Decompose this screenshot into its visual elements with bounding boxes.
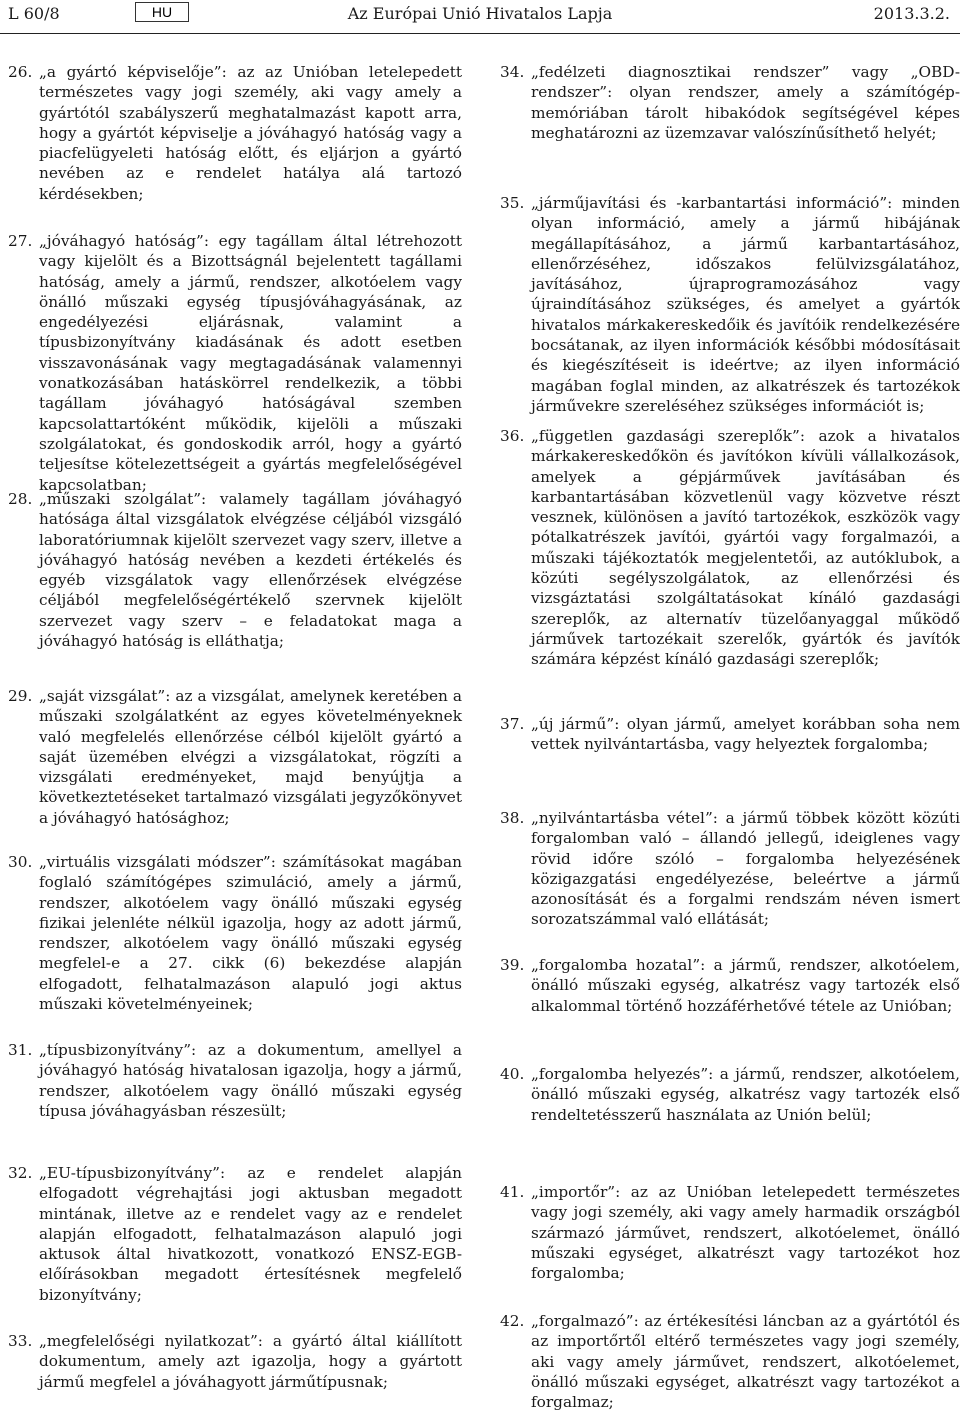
language-badge: HU xyxy=(135,2,189,22)
definition-text: „új jármű”: olyan jármű, amelyet korábban soha nem vettek nyilvántartásba, vagy helyeztek forgalomba; xyxy=(531,715,960,754)
definition-text: „forgalomba helyezés”: a jármű, rendszer, alkotóelem, önálló műszaki egység, alkatrész vagy tartozék első rendeltetésszerű használata az Unión belül; xyxy=(531,1065,960,1124)
definition-text: „műszaki szolgálat”: valamely tagállam jóváhagyó hatósága által vizsgálatok elvégzése céljából vizsgáló laboratóriumnak kijelölt szervezet vagy szerv, illetve a jóváhagyó hatóság nevében a kezdeti értékelés és egyéb vizsgálatok vagy ellenőrzések elvégzése céljából megfelelőségértékelő szervnek kijelölt szervezet vagy szerv – e feladatokat maga a jóváhagyó hatóság is elláthatja; xyxy=(39,490,462,651)
definition-28 xyxy=(8,489,462,651)
definition-number: 35. xyxy=(500,194,525,212)
definition-number: 29. xyxy=(8,687,33,705)
definition-39 xyxy=(500,955,960,1016)
definition-text: „fedélzeti diagnosztikai rendszer” vagy „OBD-rendszer”: olyan rendszer, amely a számítógép-memóriában tárolt hibakódok segítségével képes meghatározni az üzemzavar valószínűsíthető helyét; xyxy=(531,63,960,142)
publication-date: 2013.3.2. xyxy=(873,4,950,23)
definition-number: 39. xyxy=(500,956,525,974)
definition-text: „megfelelőségi nyilatkozat”: a gyártó által kiállított dokumentum, amely azt igazolja, hogy a gyártott jármű megfelel a jóváhagyott járműtípusnak; xyxy=(39,1332,462,1391)
definition-40 xyxy=(500,1064,960,1125)
definition-number: 34. xyxy=(500,63,525,81)
definition-text: „járműjavítási és -karbantartási információ”: minden olyan információ, amely a jármű hibájának megállapításához, a jármű karbantartásához, ellenőrzéséhez, időszakos felülvizsgálatához, javításához, újraprogramozásához vagy újraindításához szükséges, és amelyet a gyártók hivatalos márkakereskedőik és javítóik rendelkezésére bocsátanak, az ilyen információk későbbi módosításait és kiegészítéseit is ideértve; az ilyen információ magában foglal minden, az alkatrészek és tartozékok járművekre szereléséhez szükséges információt is; xyxy=(531,194,960,415)
definition-number: 36. xyxy=(500,427,525,445)
definition-text: „forgalmazó”: az értékesítési láncban az a gyártótól és az importőrtől eltérő természetes vagy jogi személy, aki vagy amely járművet, rendszert, alkotóelemet, önálló műszaki egységet, alkatrészt vagy tartozékot a forgalmaz; xyxy=(531,1312,960,1412)
definition-number: 31. xyxy=(8,1041,33,1059)
definition-text: „típusbizonyítvány”: az a dokumentum, amellyel a jóváhagyó hatóság hivatalosan igazolja, hogy a jármű, rendszer, alkotóelem vagy önálló műszaki egység típusa jóváhagyásban részesült; xyxy=(39,1041,462,1120)
definition-number: 32. xyxy=(8,1164,33,1182)
definition-number: 30. xyxy=(8,853,33,871)
definition-number: 26. xyxy=(8,63,33,81)
definition-number: 41. xyxy=(500,1183,525,1201)
definition-text: „nyilvántartásba vétel”: a jármű többek között közúti forgalomban való – állandó jellegű, ideiglenes vagy rövid időre szóló – forgalomba helyezésének közigazgatási engedélyezése, beleértve a jármű azonosítását és a forgalmi rendszám néven ismert sorozatszámmal való ellátását; xyxy=(531,809,960,929)
definition-30 xyxy=(8,852,462,1014)
definition-31 xyxy=(8,1040,462,1121)
definition-34 xyxy=(500,62,960,143)
header-rule xyxy=(0,33,960,34)
definition-number: 38. xyxy=(500,809,525,827)
journal-title: Az Európai Unió Hivatalos Lapja xyxy=(347,4,613,23)
definition-36 xyxy=(500,426,960,670)
definition-text: „saját vizsgálat”: az a vizsgálat, amelynek keretében a műszaki szolgálatként az egyes követelményeknek való megfelelés ellenőrzése célból kijelölt gyártó a saját üzemében elvégzi a vizsgálatokat, rögzíti a vizsgálati eredményeket, majd benyújtja a következtetéseket tartalmazó vizsgálati jegyzőkönyvet a jóváhagyó hatósághoz; xyxy=(39,687,462,827)
definition-text: „importőr”: az az Unióban letelepedett természetes vagy jogi személy, aki vagy amely harmadik országból származó járművet, rendszert, alkotóelemet, önálló műszaki egységet, alkatrészt vagy tartozékot hoz forgalomba; xyxy=(531,1183,960,1283)
definition-number: 42. xyxy=(500,1312,525,1330)
definition-number: 33. xyxy=(8,1332,33,1350)
definition-text: „virtuális vizsgálati módszer”: számításokat magában foglaló számítógépes szimuláció, amely a jármű, rendszer, alkotóelem vagy önálló műszaki egység fizikai jelenléte nélkül igazolja, hogy az adott jármű, rendszer, alkotóelem vagy önálló műszaki egység megfelel-e a 27. cikk (6) bekezdése alapján elfogadott, felhatalmazáson alapuló jogi aktus műszaki követelményeinek; xyxy=(39,853,462,1014)
definition-text: „a gyártó képviselője”: az az Unióban letelepedett természetes vagy jogi személy, aki vagy amely a gyártótól szabályszerű meghatalmazást kapott arra, hogy a gyártót képviselje a jóváhagyó hatóság vagy a piacfelügyeleti hatóság előtt, és eljárjon a gyártó nevében az e rendelet hatálya alá tartozó kérdésekben; xyxy=(39,63,462,203)
definition-26 xyxy=(8,62,462,204)
definition-33 xyxy=(8,1331,462,1392)
definition-37 xyxy=(500,714,960,755)
definition-41 xyxy=(500,1182,960,1283)
page-header xyxy=(0,0,960,30)
page-reference: L 60/8 xyxy=(8,4,60,23)
definition-text: „forgalomba hozatal”: a jármű, rendszer, alkotóelem, önálló műszaki egység, alkatrész vagy tartozék első alkalommal történő hozzáférhetővé tétele az Unióban; xyxy=(531,956,960,1015)
definition-35 xyxy=(500,193,960,416)
definition-text: „jóváhagyó hatóság”: egy tagállam által létrehozott vagy kijelölt és a Bizottságnál bejelentett tagállami hatóság, amely a jármű, rendszer, alkotóelem vagy önálló műszaki egység típusjóváhagyásának, az engedélyezési eljárásnak, valamint a típusbizonyítvány kiadásának és adott esetben visszavonásának vagy megtagadásának valamennyi vonatkozásában hatáskörrel rendelkezik, a többi tagállam jóváhagyó hatóságával szemben kapcsolattartóként működik, kijelöli a műszaki szolgálatokat, és gondoskodik arról, hogy a gyártó teljesítse kötelezettségeit a gyártás megfelelőségével kapcsolatban; xyxy=(39,232,462,494)
definition-number: 27. xyxy=(8,232,33,250)
definition-42 xyxy=(500,1311,960,1412)
definition-32 xyxy=(8,1163,462,1305)
definition-number: 28. xyxy=(8,490,33,508)
definition-number: 40. xyxy=(500,1065,525,1083)
definition-29 xyxy=(8,686,462,828)
definition-38 xyxy=(500,808,960,930)
definition-27 xyxy=(8,231,462,495)
definition-text: „független gazdasági szereplők”: azok a hivatalos márkakereskedőkön és javítókon kívüli vállalkozások, amelyek a gépjárművek javításában és karbantartásában közvetlenül vagy közvetve részt vesznek, különösen a javító tartozékok, eszközök vagy pótalkatrészek javítói, gyártói vagy forgalmazói, a műszaki tájékoztatók megjelentetői, az autóklubok, a közúti segélyszolgálatok, az ellenőrzési és vizsgáztatási szolgáltatásokat kínáló gazdasági szereplők, az alternatív tüzelőanyaggal működő járművek tartozékait szerelők, gyártók és javítók számára képzést kínáló gazdasági szereplők; xyxy=(531,427,960,669)
definition-number: 37. xyxy=(500,715,525,733)
definition-text: „EU-típusbizonyítvány”: az e rendelet alapján elfogadott végrehajtási jogi aktusban megadott mintának, illetve az e rendelet vagy az e rendelet alapján elfogadott, felhatalmazáson alapuló jogi aktusok által hivatkozott, vonatkozó ENSZ-EGB-előírásokban megadott értesítésnek megfelelő bizonyítvány; xyxy=(39,1164,462,1304)
